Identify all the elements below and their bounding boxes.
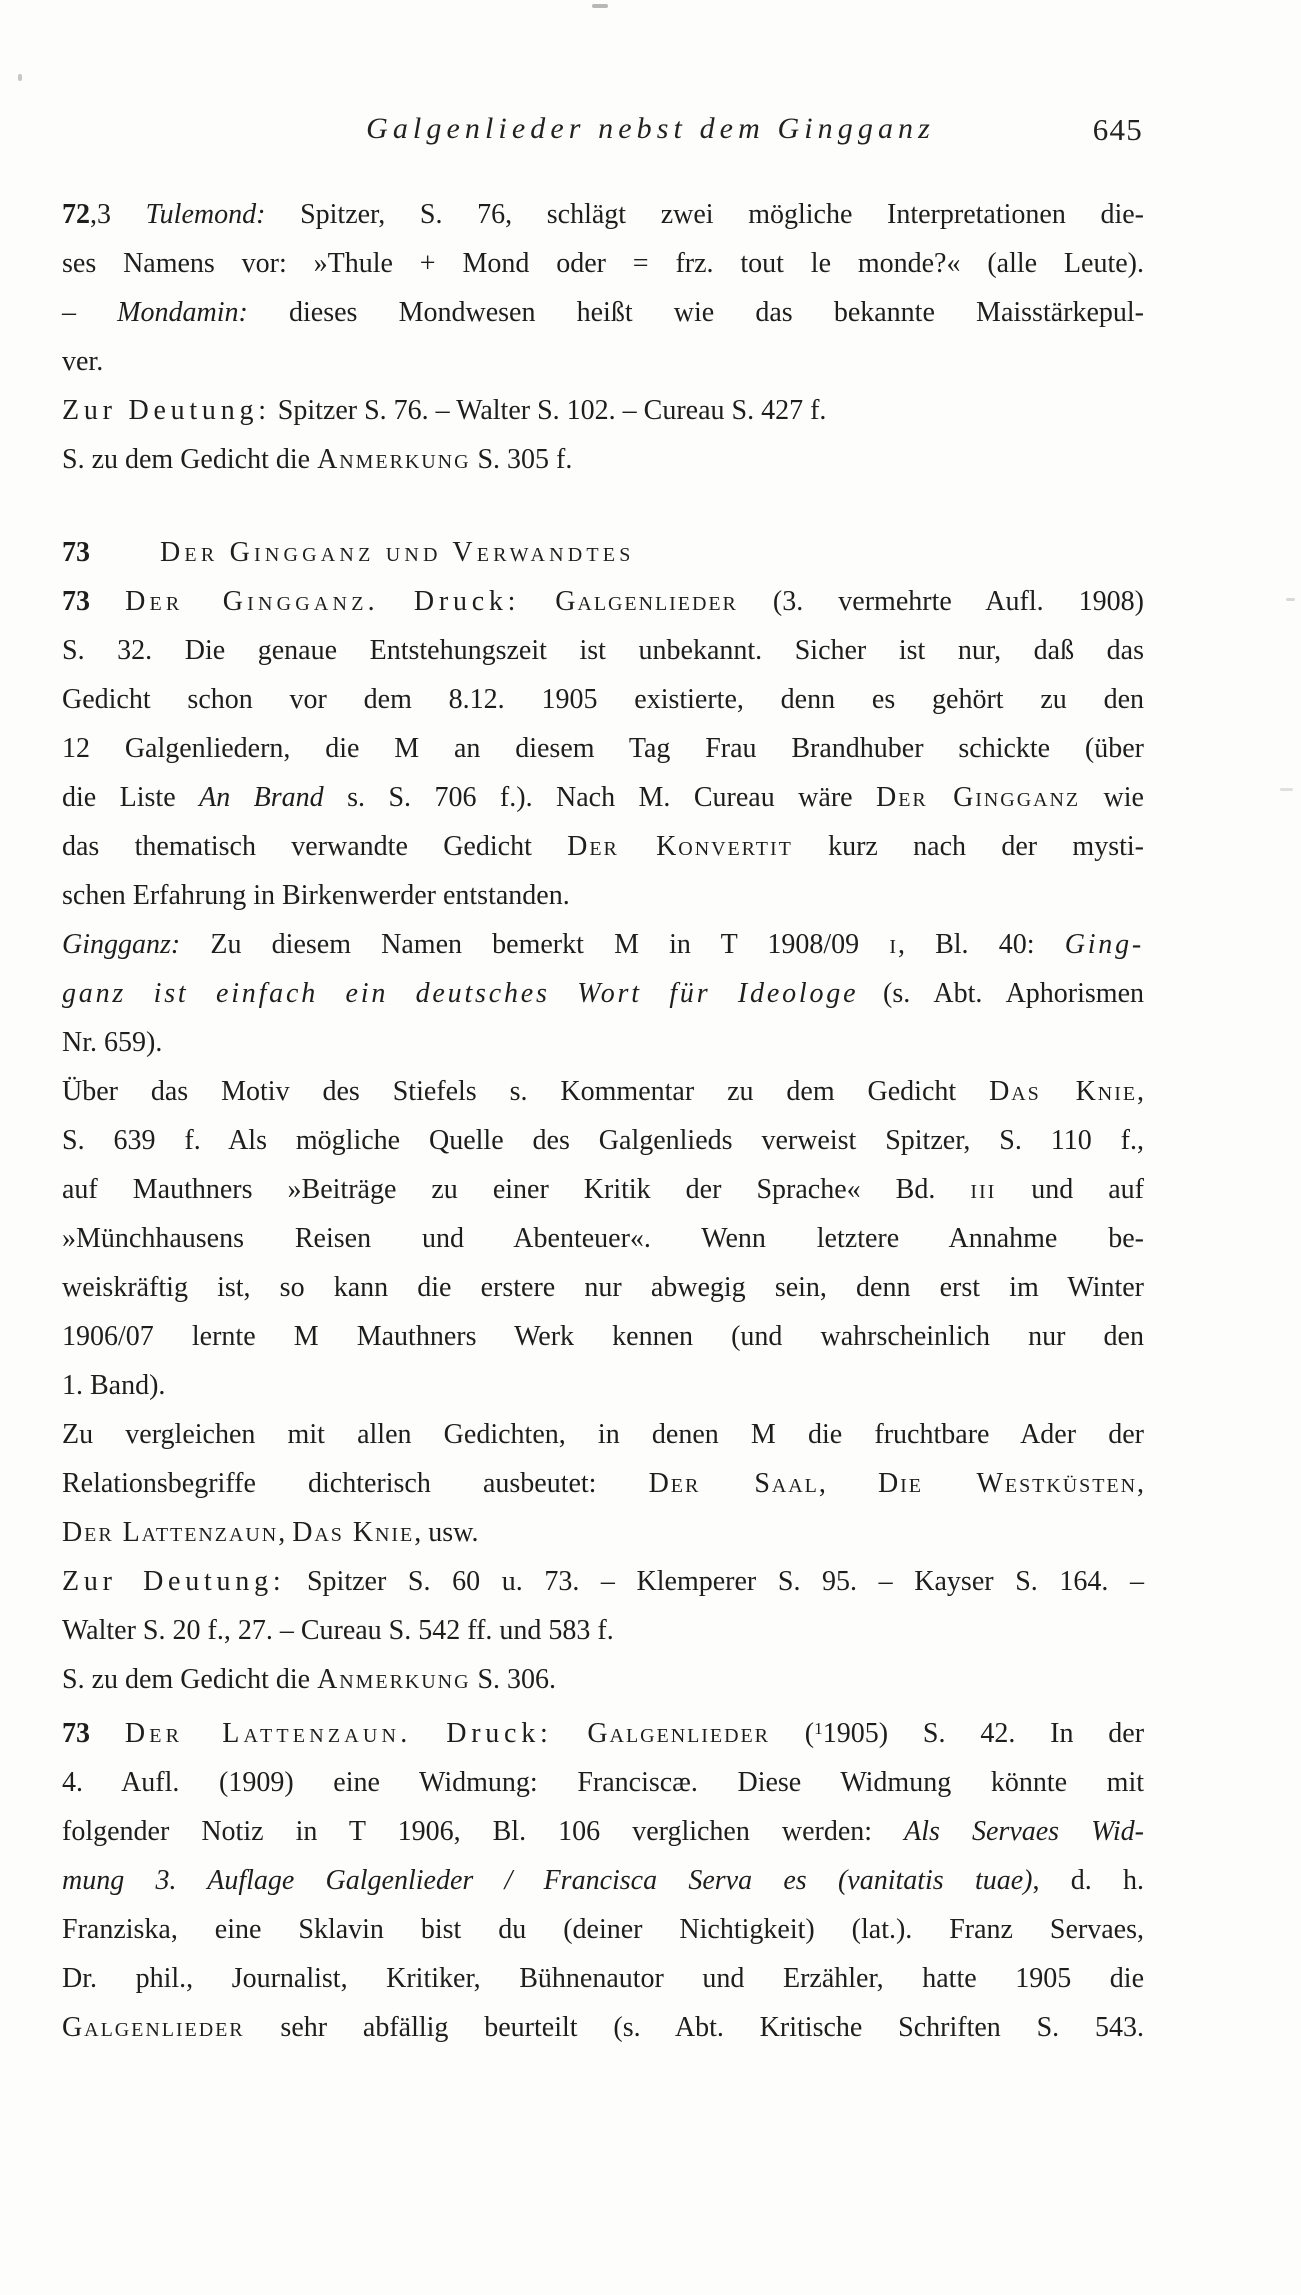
text-run: auf Mauthners »Beiträge zu einer Kritik der Sprache« Bd. — [62, 1174, 971, 1205]
text-run: iii — [970, 1174, 997, 1205]
running-header — [0, 112, 1301, 158]
text-line — [62, 969, 1144, 1018]
text-run: S. 306. — [470, 1664, 557, 1695]
text-run: 73 — [62, 537, 90, 568]
text-run: wie — [1080, 782, 1144, 813]
text-line — [62, 675, 1144, 724]
text-run: 1906/07 lernte M Mauthners Werk kennen (und wahrscheinlich nur den — [62, 1321, 1144, 1352]
text-line — [62, 1459, 1144, 1508]
text-run: S. zu dem Gedicht die — [62, 444, 318, 475]
text-run: Spitzer S. 60 u. 73. – Klemperer S. 95. – Kayser S. 164. – — [285, 1566, 1144, 1597]
entry-72-3-tulemond — [62, 190, 1144, 386]
text-run: sehr abfällig beurteilt (s. Abt. Kritische Schriften S. 543. — [244, 2011, 1144, 2043]
text-run: und auf — [996, 1174, 1144, 1205]
text-run: Gedicht schon vor dem 8.12. 1905 existierte, denn es gehört zu den — [62, 684, 1144, 715]
text-run — [379, 586, 414, 617]
text-run: ganz ist einfach ein deutsches Wort für Ideologe — [62, 978, 859, 1009]
text-run: 12 Galgenliedern, die M an diesem Tag Frau Brandhuber schickte (über — [62, 733, 1144, 764]
text-run: Galgenlieder — [587, 1717, 770, 1749]
text-line — [62, 1508, 1144, 1557]
text-line — [62, 1312, 1144, 1361]
text-run: Galgenlieder — [555, 586, 738, 617]
text-line — [62, 386, 1144, 435]
text-run: Spitzer, S. 76, schlägt zwei mögliche Interpretationen die- — [265, 199, 1144, 230]
text-run: »Münchhausens Reisen und Abenteuer«. Wenn letztere Annahme be- — [62, 1223, 1144, 1254]
text-run: Franziska, eine Sklavin bist du (deiner Nichtigkeit) (lat.). Franz Servaes, — [62, 1913, 1144, 1945]
text-line — [62, 1116, 1144, 1165]
text-line — [62, 1018, 1144, 1067]
note-gingganz-name — [62, 920, 1144, 1067]
text-run: i — [889, 929, 898, 960]
text-run: Der Lattenzaun. — [124, 1717, 412, 1749]
text-line — [62, 1263, 1144, 1312]
text-line — [62, 1410, 1144, 1459]
text-run: Walter S. 20 f., 27. – Cureau S. 542 ff. und 583 f. — [62, 1615, 614, 1646]
text-run: S. zu dem Gedicht die — [62, 1664, 318, 1695]
text-line — [62, 1655, 1144, 1704]
scan-artifact — [1280, 788, 1293, 791]
text-run: Der Gingganz — [876, 782, 1081, 813]
text-run: Druck: — [413, 586, 521, 617]
text-run: 4. Aufl. (1909) eine Widmung: Franciscæ. Diese Widmung könnte mit — [62, 1766, 1144, 1798]
text-run — [411, 1718, 446, 1749]
text-run: , usw. — [414, 1517, 479, 1548]
text-run: kurz nach der mysti- — [792, 831, 1144, 862]
running-title: Galgenlieder nebst dem Gingganz — [366, 112, 935, 145]
text-run: ses Namens vor: »Thule + Mond oder = frz. tout le monde?« (alle Leute). — [62, 248, 1144, 279]
text-line — [62, 724, 1144, 773]
text-line — [62, 577, 1144, 626]
text-run: Anmerkung — [317, 444, 471, 475]
anmerkung-306 — [62, 1655, 1144, 1704]
text-run: Tulemond: — [145, 199, 266, 230]
text-run: S. 639 f. Als mögliche Quelle des Galgenlieds verweist Spitzer, S. 110 f., — [62, 1125, 1144, 1156]
text-run: 73 — [62, 1717, 125, 1749]
text-run: weiskräftig ist, so kann die erstere nur abwegig sein, denn erst im Winter — [62, 1272, 1144, 1303]
scan-artifact — [18, 74, 22, 81]
text-run: 72 — [62, 199, 90, 230]
text-run: 1905) S. 42. In der — [822, 1717, 1145, 1749]
text-run: Galgenlieder — [62, 2011, 245, 2043]
text-line — [62, 1704, 1144, 1758]
text-line — [62, 1807, 1144, 1856]
text-line — [62, 773, 1144, 822]
text-line — [62, 1758, 1144, 1807]
text-run: 73 — [62, 586, 126, 617]
text-run — [553, 1718, 588, 1749]
text-line — [62, 337, 1144, 386]
text-run: die Liste — [62, 782, 200, 813]
text-run: , — [278, 1517, 293, 1548]
text-run: Zur Deutung: — [62, 1566, 286, 1597]
text-line — [62, 1214, 1144, 1263]
deutung-73 — [62, 1557, 1144, 1655]
text-run: s. S. 706 f.). Nach M. Cureau wäre — [323, 782, 877, 813]
note-stiefel-motiv — [62, 1067, 1144, 1410]
text-run: 1 — [814, 1719, 823, 1738]
section-heading-73 — [62, 528, 1144, 577]
text-run: , — [1137, 1076, 1144, 1107]
text-line — [62, 288, 1144, 337]
text-run: (3. vermehrte Aufl. 1908) — [737, 586, 1145, 617]
page-body — [62, 190, 1144, 2052]
text-run: Zur Deutung: — [62, 395, 271, 426]
text-run: – — [62, 297, 118, 328]
text-run: mung 3. Auflage Galgenlieder / Francisca Serva es (vanitatis tuae) — [62, 1864, 1033, 1896]
text-line — [62, 435, 1144, 484]
page-number: 645 — [1092, 112, 1143, 147]
text-line — [62, 626, 1144, 675]
text-run: S. 305 f. — [470, 444, 573, 475]
text-run: Ging- — [1064, 929, 1145, 960]
note-relationsbegriffe — [62, 1410, 1144, 1557]
text-line — [62, 1606, 1144, 1655]
scan-artifact — [1286, 598, 1295, 601]
text-run — [520, 586, 555, 617]
entry-73-gingganz — [62, 577, 1144, 920]
text-run: ( — [769, 1717, 815, 1749]
text-run: S. 32. Die genaue Entstehungszeit ist unbekannt. Sicher ist nur, daß das — [62, 635, 1144, 666]
text-run: , d. h. — [1032, 1864, 1145, 1896]
text-line — [62, 528, 1144, 577]
text-run: , — [1137, 1468, 1145, 1499]
text-run: Der Konvertit — [567, 831, 793, 862]
text-run: Der Lattenzaun — [62, 1517, 279, 1548]
text-run: , Bl. 40: — [897, 929, 1065, 960]
text-line — [62, 1067, 1144, 1116]
text-run: (s. Abt. Aphorismen — [858, 978, 1144, 1009]
text-run: schen Erfahrung in Birkenwerder entstanden. — [62, 880, 570, 911]
text-run: Gingganz: — [62, 929, 181, 960]
text-run: Nr. 659). — [62, 1027, 163, 1058]
text-line — [62, 2003, 1144, 2052]
text-run: Das Knie — [292, 1517, 415, 1548]
text-line — [62, 920, 1144, 969]
text-line — [62, 1557, 1144, 1606]
text-run: Die Westküsten — [877, 1468, 1138, 1499]
text-run: Mondamin: — [117, 297, 248, 328]
text-run: Als Servaes Wid- — [904, 1815, 1145, 1847]
entry-73-lattenzaun — [62, 1704, 1144, 2052]
text-line — [62, 1954, 1144, 2003]
text-run: Der Gingganz. — [125, 586, 379, 617]
text-run: ver. — [62, 346, 104, 377]
text-run: ,3 — [90, 199, 146, 230]
text-run: , — [818, 1468, 878, 1499]
text-run: Anmerkung — [317, 1664, 471, 1695]
text-run: Das Knie — [989, 1076, 1137, 1107]
text-run: Spitzer S. 76. – Walter S. 102. – Cureau S. 427 f. — [270, 395, 827, 426]
text-line — [62, 1905, 1144, 1954]
text-run: Relationsbegriffe dichterisch ausbeutet: — [62, 1468, 649, 1499]
text-line — [62, 871, 1144, 920]
text-line — [62, 1165, 1144, 1214]
text-line — [62, 822, 1144, 871]
text-run: Der Saal — [648, 1468, 819, 1499]
text-line — [62, 1361, 1144, 1410]
text-run: 1. Band). — [62, 1370, 166, 1401]
text-run: Druck: — [446, 1717, 553, 1749]
text-run: An Brand — [199, 782, 324, 813]
text-run: Über das Motiv des Stiefels s. Kommentar zu dem Gedicht — [62, 1076, 990, 1107]
text-run: Der Gingganz und Verwandtes — [160, 537, 635, 568]
text-run: Zu vergleichen mit allen Gedichten, in denen M die fruchtbare Ader der — [62, 1419, 1144, 1450]
text-run: dieses Mondwesen heißt wie das bekannte Maisstärkepul- — [247, 297, 1145, 328]
text-run: das thematisch verwandte Gedicht — [62, 831, 568, 862]
text-run: Dr. phil., Journalist, Kritiker, Bühnenautor und Erzähler, hatte 1905 die — [62, 1962, 1144, 1994]
text-line — [62, 190, 1144, 239]
deutung-72 — [62, 386, 1144, 484]
text-line — [62, 239, 1144, 288]
text-line — [62, 1856, 1144, 1905]
scan-artifact — [592, 4, 608, 8]
text-run: folgender Notiz in T 1906, Bl. 106 verglichen werden: — [62, 1815, 905, 1847]
text-run: Zu diesem Namen bemerkt M in T 1908/09 — [180, 929, 890, 960]
